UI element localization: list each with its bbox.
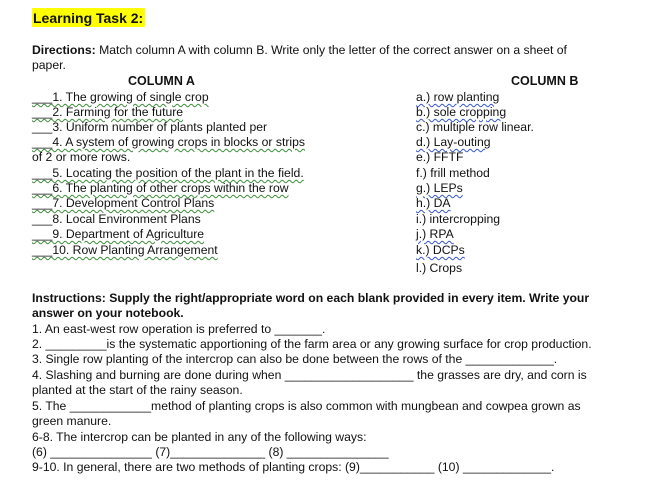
column-a-header: COLUMN A xyxy=(128,74,195,88)
column-a-item-2: ___2. Farming for the future xyxy=(32,105,184,119)
item-4: 4. Slashing and burning are done during when ___________________ the grasses are dry, and corn is xyxy=(32,368,587,382)
directions-line-2: paper. xyxy=(32,58,66,72)
column-b-option-e: e.) FFTF xyxy=(416,150,464,164)
column-b-option-d: d.) Lay-outing xyxy=(416,135,491,149)
column-b-option-f: f.) frill method xyxy=(416,166,490,180)
column-b-option-j: j.) RPA xyxy=(416,227,454,241)
task-title: Learning Task 2: xyxy=(33,10,144,26)
directions-text: Match column A with column B. Write only the letter of the correct answer on a sheet of xyxy=(99,43,567,57)
column-a-item-4: ___4. A system of growing crops in blocks or strips xyxy=(32,135,305,149)
column-a-item-7: ___7. Development Control Plans xyxy=(32,196,215,210)
item-1: 1. An east-west row operation is preferred to _______. xyxy=(32,322,326,336)
item-6-8-blanks: (6) _______________ (7)______________ (8) _______________ xyxy=(32,445,389,459)
item-6-8: 6-8. The intercrop can be planted in any of the following ways: xyxy=(32,430,367,444)
column-a-item-6: ___6. The planting of other crops within the row xyxy=(32,181,289,195)
column-a-item-8: ___8. Local Environment Plans xyxy=(32,212,201,226)
column-b-option-c: c.) multiple row linear. xyxy=(416,120,534,134)
column-a-item-9: ___9. Department of Agriculture xyxy=(32,227,205,241)
column-a-item-4-cont: of 2 or more rows. xyxy=(32,150,131,164)
column-a-item-3: ___3. Uniform number of plants planted per xyxy=(32,120,268,134)
item-2: 2. _________is the systematic apportioning of the farm area or any growing surface for crop production. xyxy=(32,337,592,351)
column-b-header: COLUMN B xyxy=(511,74,579,88)
column-b-option-b: b.) sole cropping xyxy=(416,105,507,119)
instructions-line-1: Instructions: Supply the right/appropriate word on each blank provided in every item. Write your xyxy=(32,291,590,305)
item-4-cont: planted at the start of the rainy season. xyxy=(32,383,243,397)
directions-line-1 xyxy=(32,43,567,59)
column-a-item-5: ___5. Locating the position of the plant in the field. xyxy=(32,166,304,180)
item-5-cont: green manure. xyxy=(32,414,112,428)
column-b-option-l: l.) Crops xyxy=(416,261,463,275)
instructions-line-2: answer on your notebook. xyxy=(32,306,184,320)
item-3: 3. Single row planting of the intercrop can also be done between the rows of the _____________. xyxy=(32,352,558,366)
column-b-option-g: g.) LEPs xyxy=(416,181,463,195)
item-9-10: 9-10. In general, there are two methods of planting crops: (9)___________ (10) _____________. xyxy=(32,460,555,474)
item-5: 5. The ____________method of planting crops is also common with mungbean and cowpea grown as xyxy=(32,399,581,413)
column-b-option-k: k.) DCPs xyxy=(416,243,465,257)
column-b-option-i: i.) intercropping xyxy=(416,212,500,226)
column-a-item-1: ___1. The growing of single crop xyxy=(32,90,209,104)
directions-label: Directions: xyxy=(32,43,96,57)
column-b-option-a: a.) row planting xyxy=(416,90,500,104)
column-a-item-10: ___10. Row Planting Arrangement xyxy=(32,243,218,257)
column-b-option-h: h.) DA xyxy=(416,196,451,210)
